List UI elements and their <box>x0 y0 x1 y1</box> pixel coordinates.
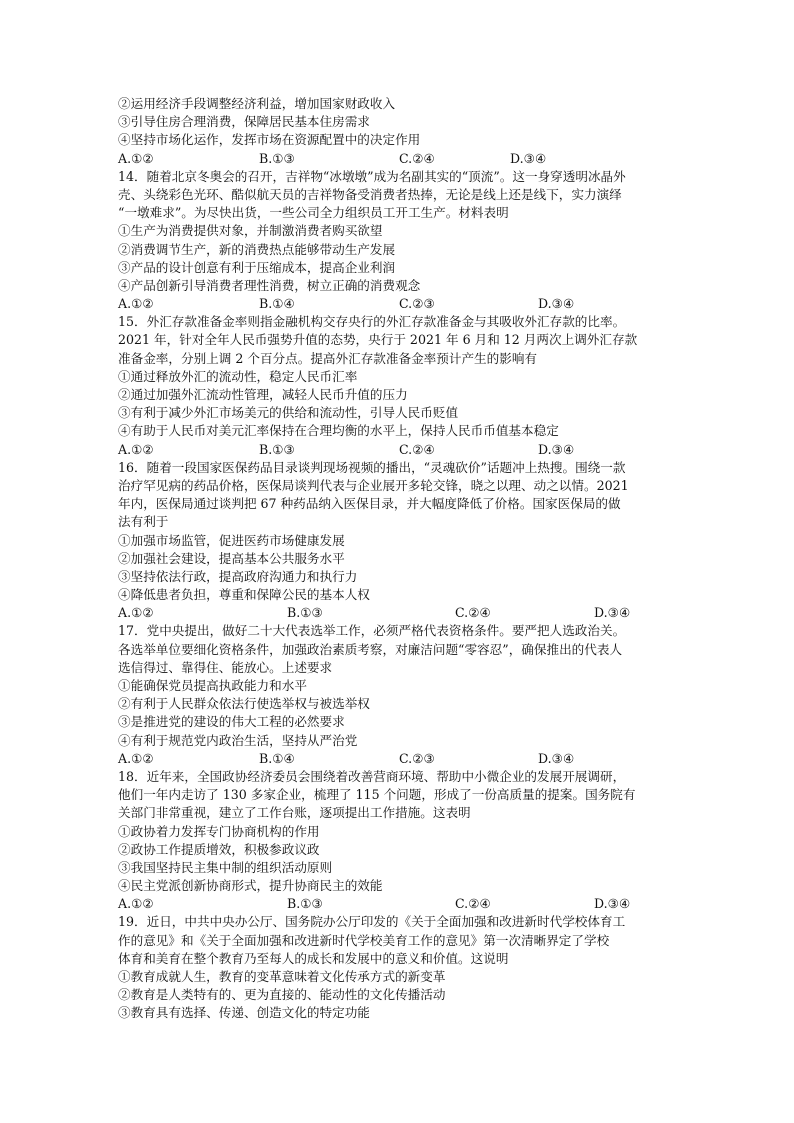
option-a: A.①② <box>118 896 154 912</box>
question-text: 作的意见》和《关于全面加强和改进新时代学校美育工作的意见》第一次清晰界定了学校 <box>118 932 610 948</box>
statement: ①生产为消费提供对象，并制激消费者购买欲望 <box>118 223 383 239</box>
option-d: D.③④ <box>538 750 575 766</box>
statement: ②有利于人民群众依法行使选举权与被选举权 <box>118 696 370 712</box>
option-a: A.①② <box>118 150 154 166</box>
option-d: D.③④ <box>594 605 631 621</box>
answer-options <box>118 895 698 913</box>
question-text: 16．随着一段国家医保药品目录谈判现场视频的播出，“灵魂砍价”话题冲上热搜。围绕一款 <box>118 459 626 475</box>
question-text: 18．近年来，全国政协经济委员会围绕着改善营商环境、帮助中小微企业的发展开展调研， <box>118 768 626 784</box>
answer-options <box>118 295 698 313</box>
option-a: A.①② <box>118 296 154 312</box>
statement: ②消费调节生产，新的消费热点能够带动生产发展 <box>118 241 396 257</box>
statement: ③是推进党的建设的伟大工程的必然要求 <box>118 714 345 730</box>
statement: ①教育成就人生，教育的变革意味着文化传承方式的新变革 <box>118 969 446 984</box>
option-b: B.①③ <box>259 150 295 166</box>
option-d: D.③④ <box>594 896 631 912</box>
statement: ①能确保党员提高执政能力和水平 <box>118 678 307 693</box>
statement: ②政协工作提质增效，积极参政议政 <box>118 841 320 857</box>
question-text: 壳、头绕彩色光环、酷似航天员的吉祥物备受消费者热捧，无论是线上还是线下，实力演绎 <box>118 186 622 202</box>
statement: ③我国坚持民主集中制的组织活动原则 <box>118 859 333 875</box>
question-text: 准备金率，分别上调 2 个百分点。提高外汇存款准备金率预计产生的影响有 <box>118 350 538 366</box>
statement: ④民主党派创新协商形式，提升协商民主的效能 <box>118 878 383 894</box>
option-b: B.①③ <box>287 896 323 912</box>
question-text: 年内，医保局通过谈判把 67 种药品纳入医保目录，并大幅度降低了价格。国家医保局的做 <box>118 496 621 512</box>
statement: ②教育是人类特有的、更为直接的、能动性的文化传播活动 <box>118 987 446 1003</box>
option-c: C.②③ <box>399 750 435 766</box>
option-a: A.①② <box>118 441 154 457</box>
statement: ②通过加强外汇流动性管理，减轻人民币升值的压力 <box>118 387 408 402</box>
question-text: 17．党中央提出，做好二十大代表选举工作，必须严格代表资格条件。要严把人选政治关。 <box>118 623 626 639</box>
answer-options <box>118 150 698 168</box>
question-text: 他们一年内走访了 130 多家企业，梳理了 115 个问题，形成了一份高质量的提案。国务院有 <box>118 787 636 803</box>
statement: ③教育具有选择、传递、创造文化的特定功能 <box>118 1005 370 1021</box>
question-text: 19．近日，中共中央办公厅、国务院办公厅印发的《关于全面加强和改进新时代学校体育工 <box>118 914 626 930</box>
answer-options <box>118 750 698 768</box>
question-text: 治疗罕见病的药品价格，医保局谈判代表与企业展开多轮交锋，晓之以理、动之以情。2021 <box>118 477 629 493</box>
option-d: D.③④ <box>510 150 547 166</box>
statement: ②加强社会建设，提高基本公共服务水平 <box>118 550 345 566</box>
statement: ③引导住房合理消费，保障居民基本住房需求 <box>118 114 370 130</box>
statement: ③有利于减少外汇市场美元的供给和流动性，引导人民币贬值 <box>118 405 459 421</box>
question-text: “一墩难求”。为尽快出货，一些公司全力组织员工开工生产。材料表明 <box>118 205 509 221</box>
answer-options <box>118 441 698 459</box>
question-text: 体育和美育在整个教育乃至每人的成长和发展中的意义和价值。这说明 <box>118 950 509 966</box>
statement: ④产品创新引导消费者理性消费，树立正确的消费观念 <box>118 277 421 293</box>
question-content <box>118 95 698 1023</box>
statement: ④有助于人民币对美元汇率保持在合理均衡的水平上，保持人民币币值基本稳定 <box>118 423 559 439</box>
answer-options <box>118 604 698 622</box>
question-text: 2021 年，针对全年人民币强势升值的态势，央行于 2021 年 6 月和 12 月两次上调外汇存款 <box>118 332 638 348</box>
question-text: 各选举单位要细化资格条件，加强政治素质考察，对廉洁问题“零容忍”，确保推出的代表人 <box>118 641 623 657</box>
statement: ④有利于规范党内政治生活，坚持从严治党 <box>118 732 358 748</box>
statement: ③坚持依法行政，提高政府沟通力和执行力 <box>118 568 358 584</box>
option-c: C.②④ <box>455 896 491 912</box>
option-d: D.③④ <box>538 441 575 457</box>
statement: ①通过释放外汇的流动性，稳定人民币汇率 <box>118 368 358 384</box>
option-b: B.①④ <box>259 750 295 766</box>
statement: ①加强市场监管，促进医药市场健康发展 <box>118 532 345 548</box>
option-a: A.①② <box>118 750 154 766</box>
statement: ④降低患者负担，尊重和保障公民的基本人权 <box>118 587 370 603</box>
question-text: 法有利于 <box>118 514 169 530</box>
option-c: C.②④ <box>399 150 435 166</box>
statement: ②运用经济手段调整经济利益，增加国家财政收入 <box>118 96 396 111</box>
option-b: B.①③ <box>259 441 295 457</box>
option-c: C.②③ <box>399 296 435 312</box>
option-a: A.①② <box>118 605 154 621</box>
question-text: 关部门非常重视，建立了工作台账，逐项提出工作措施。这表明 <box>118 805 471 821</box>
option-b: B.①③ <box>287 605 323 621</box>
question-text: 选信得过、靠得住、能放心。上述要求 <box>118 659 333 675</box>
question-text: 15．外汇存款准备金率则指金融机构交存央行的外汇存款准备金与其吸收外汇存款的比率。 <box>118 314 626 330</box>
statement: ③产品的设计创意有利于压缩成本，提高企业利润 <box>118 259 396 275</box>
option-d: D.③④ <box>538 296 575 312</box>
question-text: 14．随着北京冬奥会的召开，吉祥物“冰墩墩”成为名副其实的“顶流”。这一身穿透明冰晶外 <box>118 168 626 184</box>
statement: ①政协着力发挥专门协商机构的作用 <box>118 823 320 839</box>
option-c: C.②④ <box>455 605 491 621</box>
statement: ④坚持市场化运作，发挥市场在资源配置中的决定作用 <box>118 132 421 148</box>
option-c: C.②④ <box>399 441 435 457</box>
option-b: B.①④ <box>259 296 295 312</box>
